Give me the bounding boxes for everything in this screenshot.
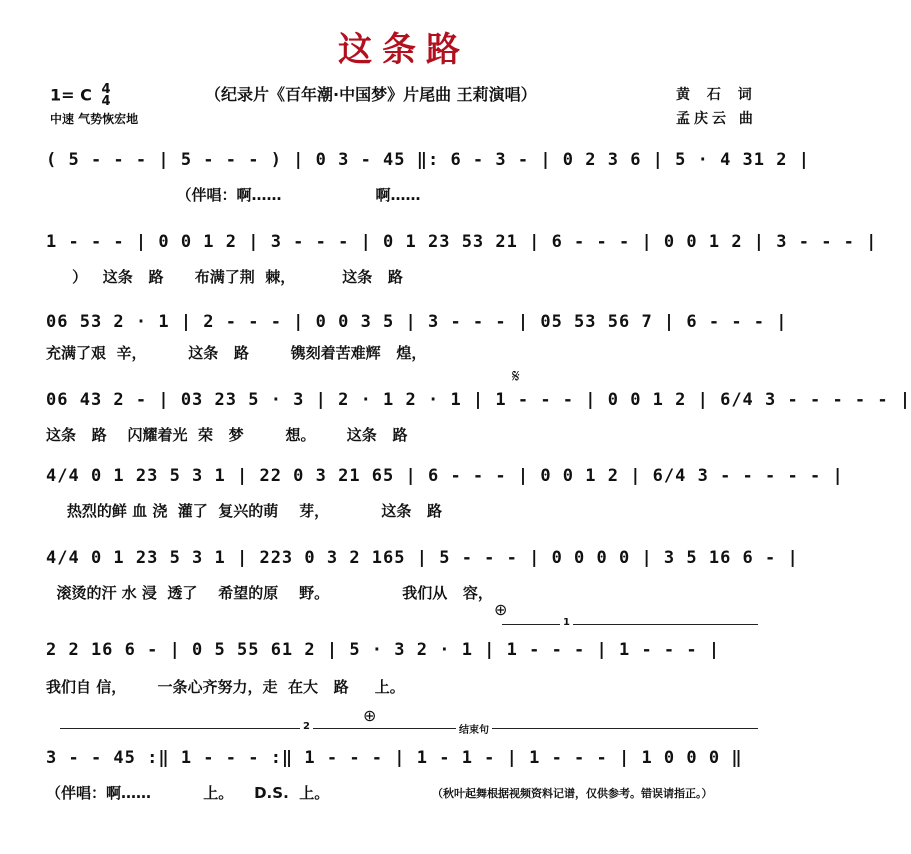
lyrics-row: 我们自 信， 一条心齐努力，走 在大 路 上。 — [46, 678, 405, 696]
lyrics-row: （伴唱：啊…… 啊…… — [46, 186, 421, 204]
first-ending-bracket — [502, 624, 758, 625]
subtitle: （纪录片《百年潮·中国梦》片尾曲 王莉演唱） — [205, 85, 537, 104]
key-label: 1= C — [50, 85, 92, 105]
ending-label: 结束句 — [456, 721, 492, 736]
transcription-note: （秋叶起舞根据视频资料记谱，仅供参考。错误请指正。） — [432, 787, 713, 800]
notation-row: 06 53 2 · 1 | 2 - - - | 0 0 3 5 | 3 - - - | 05 53 56 7 | 6 - - - | — [46, 312, 788, 332]
notation-row: 06 43 2 - | 03 23 5 · 3 | 2 · 1 2 · 1 | 1 - - - | 0 0 1 2 | 6/4 3 - - - - - | — [46, 390, 911, 410]
notation-row: 3 - - 45 :‖ 1 - - - :‖ 1 - - - | 1 - 1 - | 1 - - - | 1 0 0 0 ‖ — [46, 748, 743, 768]
lyrics-row: 滚烫的汗 水 浸 透了 希望的原 野。 我们从 容， — [46, 584, 493, 602]
lyricist-credit: 黄 石 词 — [676, 87, 758, 103]
notation-row: ( 5 - - - | 5 - - - ) | 0 3 - 45 ‖: 6 - 3 - | 0 2 3 6 | 5 · 4 31 2 | — [46, 150, 810, 170]
time-signature — [101, 84, 110, 108]
time-numerator: 4 — [101, 82, 111, 97]
ending-bracket — [378, 728, 758, 729]
lyrics-row: （伴唱：啊…… 上。 D.S. 上。 — [46, 784, 330, 802]
second-ending-label: 2 — [300, 721, 313, 732]
song-title: 这条路 — [338, 30, 470, 70]
lyrics-row: ） 这条 路 布满了荆 棘， 这条 路 — [46, 268, 403, 286]
tempo-marking: 中速 气势恢宏地 — [50, 112, 139, 126]
notation-row: 4/4 0 1 23 5 3 1 | 22 0 3 21 65 | 6 - - - | 0 0 1 2 | 6/4 3 - - - - - | — [46, 466, 844, 486]
segno-icon: 𝄋 — [512, 366, 520, 387]
lyrics-row: 充满了艰 辛， 这条 路 镌刻着苦难辉 煌， — [46, 344, 427, 362]
first-ending-label: 1 — [560, 617, 573, 628]
lyrics-row: 这条 路 闪耀着光 荣 梦 想。 这条 路 — [46, 426, 408, 444]
notation-row: 1 - - - | 0 0 1 2 | 3 - - - | 0 1 23 53 21 | 6 - - - | 0 0 1 2 | 3 - - - | — [46, 232, 878, 252]
second-ending-bracket — [60, 728, 378, 729]
notation-row: 4/4 0 1 23 5 3 1 | 223 0 3 2 165 | 5 - - - | 0 0 0 0 | 3 5 16 6 - | — [46, 548, 799, 568]
time-denominator: 4 — [101, 94, 111, 109]
coda-icon: ⊕ — [494, 600, 508, 619]
key-signature — [50, 84, 110, 108]
lyrics-row: 热烈的鲜 血 浇 灌了 复兴的萌 芽， 这条 路 — [46, 502, 443, 520]
composer-credit: 孟庆云 曲 — [676, 111, 757, 127]
coda-icon: ⊕ — [363, 706, 377, 725]
notation-row: 2 2 16 6 - | 0 5 55 61 2 | 5 · 3 2 · 1 | 1 - - - | 1 - - - | — [46, 640, 721, 660]
